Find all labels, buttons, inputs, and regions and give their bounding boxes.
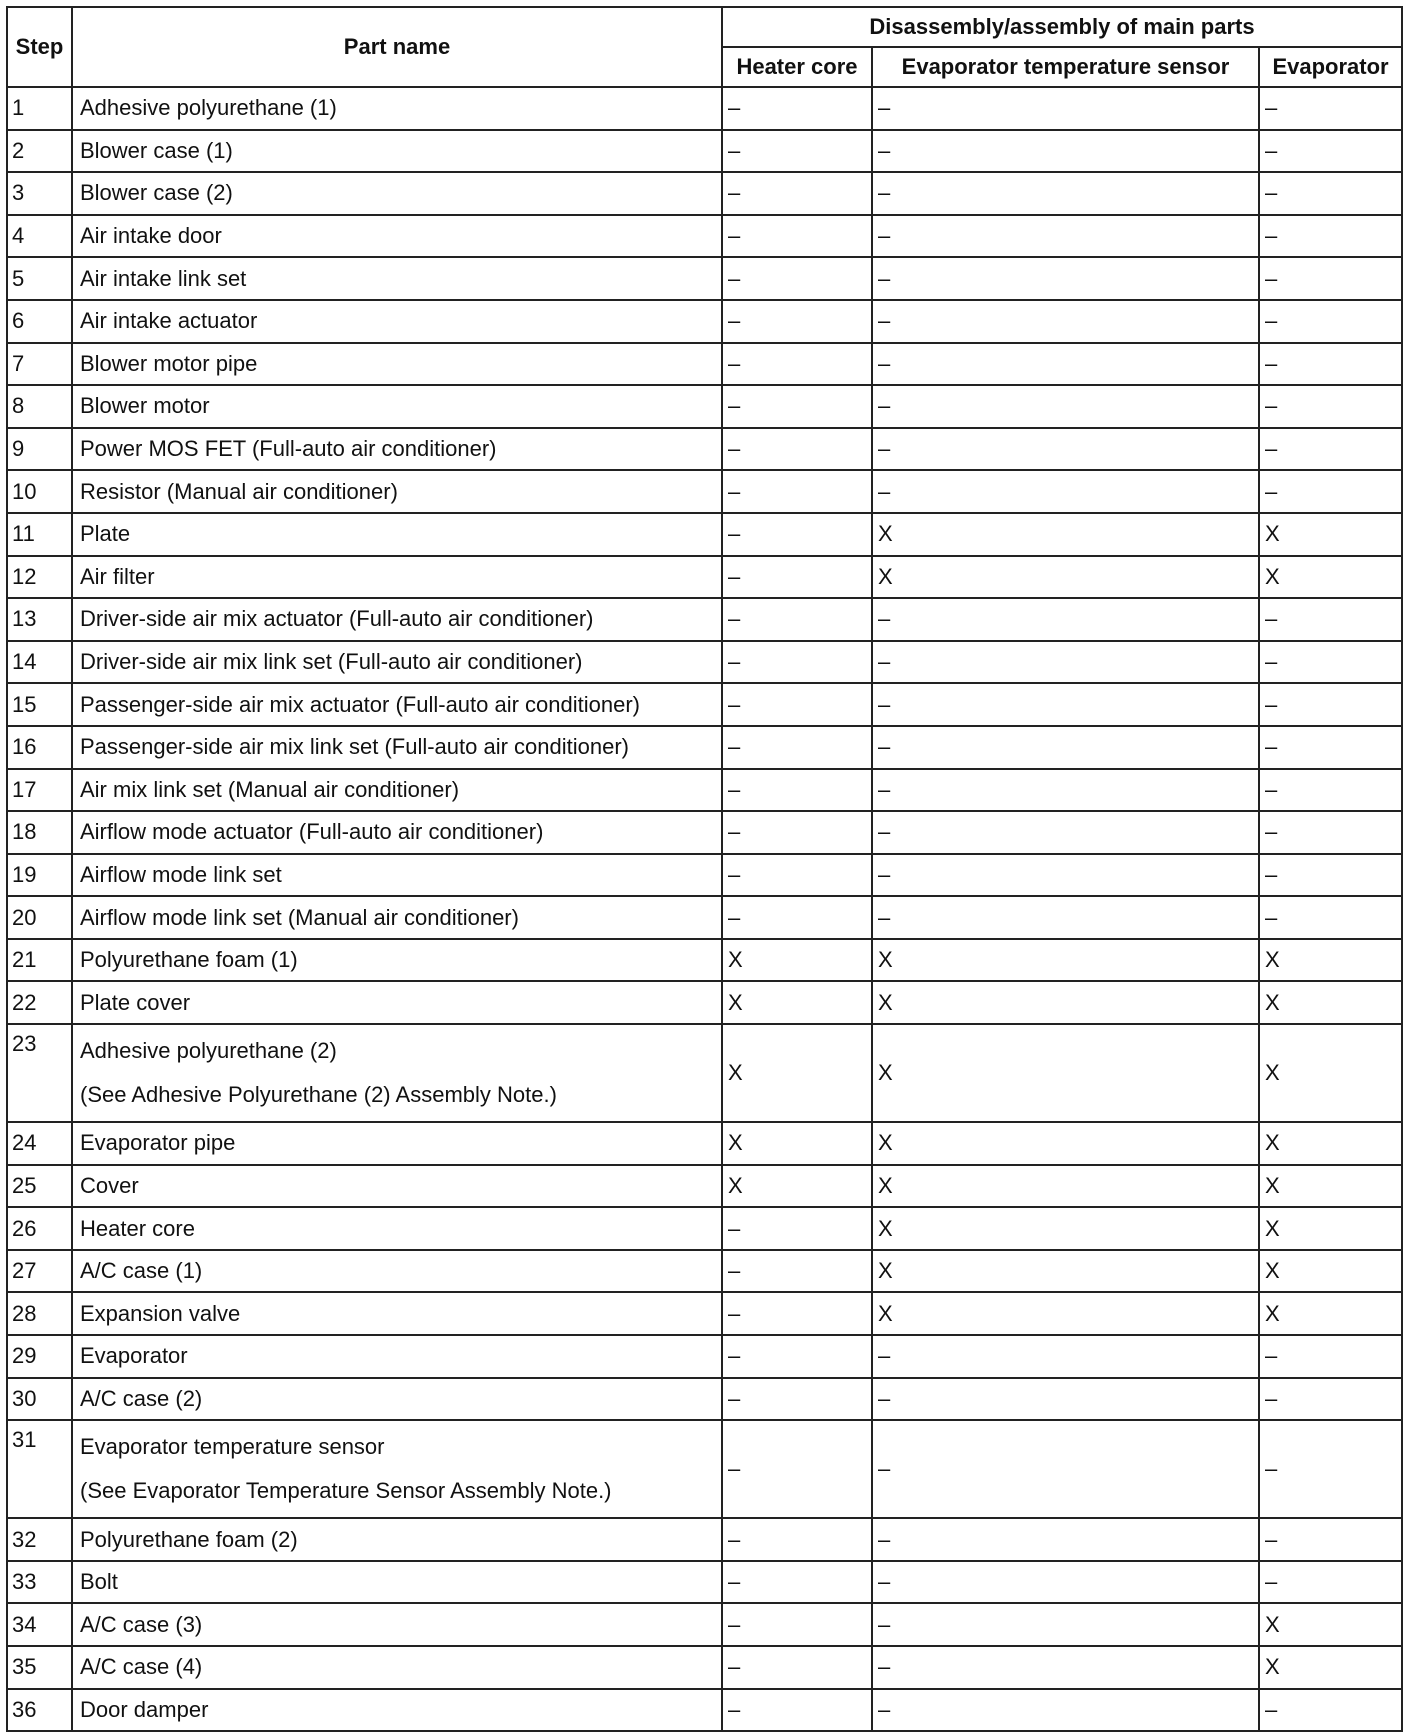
step-number: 24 (7, 1122, 72, 1165)
table-row (7, 556, 1402, 599)
heater-core-mark: X (722, 1024, 872, 1122)
table-row (7, 87, 1402, 130)
evaporator-mark: X (1259, 1165, 1402, 1208)
part-name: A/C case (3) (72, 1603, 722, 1646)
heater-core-mark: – (722, 1250, 872, 1293)
evaporator-sensor-mark: X (872, 1165, 1259, 1208)
step-number: 5 (7, 257, 72, 300)
heater-core-mark: – (722, 172, 872, 215)
part-name: Plate cover (72, 981, 722, 1024)
part-name: Blower motor pipe (72, 343, 722, 386)
heater-core-mark: – (722, 130, 872, 173)
step-number: 32 (7, 1518, 72, 1561)
heater-core-mark: – (722, 428, 872, 471)
evaporator-mark: X (1259, 1122, 1402, 1165)
heater-core-mark: X (722, 981, 872, 1024)
heater-core-mark: – (722, 1420, 872, 1518)
heater-core-mark: – (722, 726, 872, 769)
evaporator-sensor-mark: – (872, 726, 1259, 769)
evaporator-sensor-mark: – (872, 896, 1259, 939)
part-name: Passenger-side air mix link set (Full-auto air conditioner) (72, 726, 722, 769)
evaporator-mark: – (1259, 811, 1402, 854)
header-group: Disassembly/assembly of main parts (722, 7, 1402, 47)
evaporator-mark: X (1259, 1646, 1402, 1689)
step-number: 21 (7, 939, 72, 982)
table-row (7, 513, 1402, 556)
heater-core-mark: – (722, 385, 872, 428)
heater-core-mark: – (722, 1561, 872, 1604)
evaporator-mark: – (1259, 1335, 1402, 1378)
heater-core-mark: – (722, 1518, 872, 1561)
heater-core-mark: – (722, 896, 872, 939)
step-number: 1 (7, 87, 72, 130)
step-number: 4 (7, 215, 72, 258)
part-name: Polyurethane foam (1) (72, 939, 722, 982)
step-number: 13 (7, 598, 72, 641)
step-number: 10 (7, 470, 72, 513)
heater-core-mark: X (722, 1122, 872, 1165)
part-name: Power MOS FET (Full-auto air conditioner) (72, 428, 722, 471)
evaporator-sensor-mark: – (872, 87, 1259, 130)
heater-core-mark: X (722, 1165, 872, 1208)
evaporator-sensor-mark: – (872, 130, 1259, 173)
step-number: 22 (7, 981, 72, 1024)
step-number: 2 (7, 130, 72, 173)
table-row (7, 1603, 1402, 1646)
heater-core-mark: – (722, 1378, 872, 1421)
table-row (7, 896, 1402, 939)
step-number: 6 (7, 300, 72, 343)
evaporator-sensor-mark: X (872, 1207, 1259, 1250)
evaporator-mark: X (1259, 1250, 1402, 1293)
part-name: A/C case (4) (72, 1646, 722, 1689)
step-number: 31 (7, 1420, 72, 1518)
heater-core-mark: – (722, 1689, 872, 1732)
part-name: Bolt (72, 1561, 722, 1604)
step-number: 23 (7, 1024, 72, 1122)
evaporator-sensor-mark: – (872, 300, 1259, 343)
table-row (7, 172, 1402, 215)
part-name: Air mix link set (Manual air conditioner) (72, 769, 722, 812)
evaporator-mark: X (1259, 556, 1402, 599)
step-number: 26 (7, 1207, 72, 1250)
evaporator-mark: – (1259, 172, 1402, 215)
table-row (7, 428, 1402, 471)
evaporator-mark: – (1259, 87, 1402, 130)
table-row (7, 939, 1402, 982)
evaporator-mark: X (1259, 939, 1402, 982)
part-name: A/C case (1) (72, 1250, 722, 1293)
evaporator-sensor-mark: – (872, 811, 1259, 854)
evaporator-sensor-mark: – (872, 1603, 1259, 1646)
table-row (7, 726, 1402, 769)
evaporator-sensor-mark: – (872, 1689, 1259, 1732)
evaporator-mark: – (1259, 428, 1402, 471)
evaporator-sensor-mark: – (872, 470, 1259, 513)
evaporator-mark: – (1259, 1420, 1402, 1518)
step-number: 30 (7, 1378, 72, 1421)
evaporator-mark: – (1259, 470, 1402, 513)
step-number: 15 (7, 683, 72, 726)
part-name: Air intake door (72, 215, 722, 258)
step-number: 17 (7, 769, 72, 812)
part-name (72, 1420, 722, 1518)
part-name: Passenger-side air mix actuator (Full-auto air conditioner) (72, 683, 722, 726)
heater-core-mark: – (722, 257, 872, 300)
part-name: Door damper (72, 1689, 722, 1732)
evaporator-mark: X (1259, 1603, 1402, 1646)
table-row (7, 130, 1402, 173)
step-number: 8 (7, 385, 72, 428)
part-name: Blower case (2) (72, 172, 722, 215)
evaporator-sensor-mark: X (872, 513, 1259, 556)
part-name: Resistor (Manual air conditioner) (72, 470, 722, 513)
evaporator-sensor-mark: – (872, 1378, 1259, 1421)
assembly-note: (See Adhesive Polyurethane (2) Assembly Note.) (80, 1082, 557, 1108)
evaporator-mark: – (1259, 854, 1402, 897)
part-name: A/C case (2) (72, 1378, 722, 1421)
table-row (7, 1561, 1402, 1604)
part-name: Evaporator (72, 1335, 722, 1378)
step-number: 19 (7, 854, 72, 897)
evaporator-mark: – (1259, 257, 1402, 300)
part-name: Adhesive polyurethane (1) (72, 87, 722, 130)
step-number: 36 (7, 1689, 72, 1732)
part-name: Blower motor (72, 385, 722, 428)
table-row (7, 769, 1402, 812)
evaporator-mark: – (1259, 683, 1402, 726)
table-row (7, 215, 1402, 258)
table-row (7, 811, 1402, 854)
part-name-label: Adhesive polyurethane (2) (80, 1038, 337, 1064)
heater-core-mark: – (722, 513, 872, 556)
evaporator-mark: X (1259, 1024, 1402, 1122)
evaporator-sensor-mark: – (872, 257, 1259, 300)
table-row (7, 598, 1402, 641)
part-name: Cover (72, 1165, 722, 1208)
heater-core-mark: – (722, 343, 872, 386)
part-name: Air intake actuator (72, 300, 722, 343)
evaporator-sensor-mark: – (872, 598, 1259, 641)
step-number: 14 (7, 641, 72, 684)
part-name-label: Evaporator temperature sensor (80, 1434, 385, 1460)
evaporator-sensor-mark: – (872, 769, 1259, 812)
heater-core-mark: – (722, 811, 872, 854)
evaporator-mark: – (1259, 385, 1402, 428)
evaporator-mark: – (1259, 300, 1402, 343)
heater-core-mark: – (722, 1603, 872, 1646)
evaporator-mark: – (1259, 598, 1402, 641)
heater-core-mark: – (722, 1292, 872, 1335)
evaporator-sensor-mark: X (872, 1122, 1259, 1165)
evaporator-mark: – (1259, 215, 1402, 258)
part-name: Airflow mode actuator (Full-auto air conditioner) (72, 811, 722, 854)
table-row (7, 1420, 1402, 1518)
table-row (7, 257, 1402, 300)
table-row (7, 981, 1402, 1024)
part-name: Air filter (72, 556, 722, 599)
evaporator-mark: – (1259, 641, 1402, 684)
evaporator-sensor-mark: – (872, 428, 1259, 471)
evaporator-sensor-mark: – (872, 1561, 1259, 1604)
table-row (7, 385, 1402, 428)
evaporator-mark: – (1259, 1689, 1402, 1732)
heater-core-mark: – (722, 769, 872, 812)
part-name: Expansion valve (72, 1292, 722, 1335)
step-number: 3 (7, 172, 72, 215)
table-row (7, 1689, 1402, 1732)
evaporator-sensor-mark: X (872, 1024, 1259, 1122)
heater-core-mark: – (722, 215, 872, 258)
table-row (7, 1122, 1402, 1165)
table-row (7, 1335, 1402, 1378)
evaporator-sensor-mark: – (872, 172, 1259, 215)
header-step: Step (7, 7, 72, 87)
table-row (7, 300, 1402, 343)
part-name: Driver-side air mix link set (Full-auto air conditioner) (72, 641, 722, 684)
table-row (7, 683, 1402, 726)
step-number: 12 (7, 556, 72, 599)
evaporator-sensor-mark: X (872, 1292, 1259, 1335)
table-row (7, 1646, 1402, 1689)
step-number: 35 (7, 1646, 72, 1689)
evaporator-mark: – (1259, 1378, 1402, 1421)
evaporator-sensor-mark: X (872, 1250, 1259, 1293)
part-name (72, 1024, 722, 1122)
part-name: Polyurethane foam (2) (72, 1518, 722, 1561)
evaporator-mark: – (1259, 769, 1402, 812)
step-number: 11 (7, 513, 72, 556)
heater-core-mark: – (722, 1207, 872, 1250)
part-name: Airflow mode link set (Manual air conditioner) (72, 896, 722, 939)
part-name: Air intake link set (72, 257, 722, 300)
evaporator-sensor-mark: – (872, 1420, 1259, 1518)
table-row (7, 1207, 1402, 1250)
part-name: Heater core (72, 1207, 722, 1250)
evaporator-sensor-mark: – (872, 854, 1259, 897)
assembly-note: (See Evaporator Temperature Sensor Assembly Note.) (80, 1478, 612, 1504)
table-row (7, 641, 1402, 684)
evaporator-sensor-mark: – (872, 641, 1259, 684)
evaporator-mark: X (1259, 513, 1402, 556)
heater-core-mark: – (722, 854, 872, 897)
evaporator-mark: – (1259, 726, 1402, 769)
step-number: 25 (7, 1165, 72, 1208)
parts-table (6, 6, 1403, 1732)
step-number: 27 (7, 1250, 72, 1293)
evaporator-sensor-mark: X (872, 939, 1259, 982)
heater-core-mark: – (722, 470, 872, 513)
heater-core-mark: – (722, 1335, 872, 1378)
evaporator-mark: – (1259, 1518, 1402, 1561)
heater-core-mark: – (722, 556, 872, 599)
evaporator-sensor-mark: X (872, 981, 1259, 1024)
evaporator-sensor-mark: X (872, 556, 1259, 599)
step-number: 28 (7, 1292, 72, 1335)
part-name: Blower case (1) (72, 130, 722, 173)
evaporator-sensor-mark: – (872, 1335, 1259, 1378)
heater-core-mark: – (722, 1646, 872, 1689)
table-row (7, 1292, 1402, 1335)
heater-core-mark: – (722, 300, 872, 343)
header-evaporator: Evaporator (1259, 47, 1402, 87)
step-number: 18 (7, 811, 72, 854)
table-row (7, 1024, 1402, 1122)
heater-core-mark: – (722, 683, 872, 726)
evaporator-sensor-mark: – (872, 385, 1259, 428)
evaporator-sensor-mark: – (872, 215, 1259, 258)
heater-core-mark: – (722, 87, 872, 130)
header-heater-core: Heater core (722, 47, 872, 87)
step-number: 33 (7, 1561, 72, 1604)
header-part-name: Part name (72, 7, 722, 87)
step-number: 29 (7, 1335, 72, 1378)
step-number: 16 (7, 726, 72, 769)
evaporator-sensor-mark: – (872, 343, 1259, 386)
table-row (7, 1250, 1402, 1293)
step-number: 20 (7, 896, 72, 939)
part-name: Plate (72, 513, 722, 556)
table-row (7, 854, 1402, 897)
step-number: 34 (7, 1603, 72, 1646)
table-row (7, 1518, 1402, 1561)
evaporator-mark: X (1259, 981, 1402, 1024)
evaporator-mark: – (1259, 343, 1402, 386)
evaporator-mark: – (1259, 1561, 1402, 1604)
heater-core-mark: – (722, 598, 872, 641)
step-number: 9 (7, 428, 72, 471)
table-row (7, 470, 1402, 513)
table-row (7, 1378, 1402, 1421)
evaporator-mark: – (1259, 130, 1402, 173)
evaporator-sensor-mark: – (872, 1646, 1259, 1689)
header-evaporator-temperature-sensor: Evaporator temperature sensor (872, 47, 1259, 87)
heater-core-mark: – (722, 641, 872, 684)
step-number: 7 (7, 343, 72, 386)
table-row (7, 1165, 1402, 1208)
evaporator-sensor-mark: – (872, 683, 1259, 726)
part-name: Driver-side air mix actuator (Full-auto air conditioner) (72, 598, 722, 641)
part-name: Airflow mode link set (72, 854, 722, 897)
heater-core-mark: X (722, 939, 872, 982)
part-name: Evaporator pipe (72, 1122, 722, 1165)
evaporator-sensor-mark: – (872, 1518, 1259, 1561)
evaporator-mark: X (1259, 1207, 1402, 1250)
table-row (7, 343, 1402, 386)
evaporator-mark: X (1259, 1292, 1402, 1335)
evaporator-mark: – (1259, 896, 1402, 939)
